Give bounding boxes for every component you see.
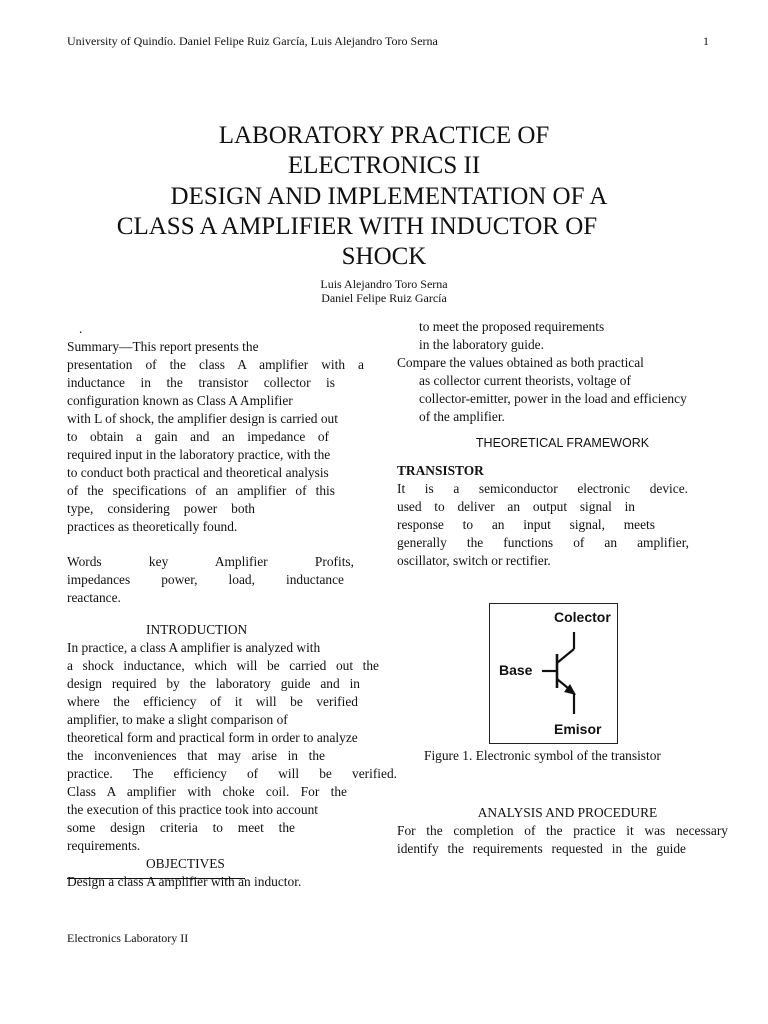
author-2: Daniel Felipe Ruiz García <box>321 291 447 305</box>
footnote-rule <box>67 878 245 879</box>
intro-line: requirements. <box>67 838 141 853</box>
npn-transistor-symbol-icon <box>490 604 617 743</box>
intro-line: where the efficiency of it will be verified <box>67 694 358 709</box>
objective-cont-line: in the laboratory guide. <box>419 337 544 352</box>
intro-line: some design criteria to meet the <box>67 820 295 835</box>
base-label: Base <box>499 662 533 678</box>
intro-line: practice. The efficiency of will be verified. <box>67 766 397 781</box>
right-column <box>397 318 728 570</box>
analysis-section <box>397 804 728 858</box>
introduction-paragraph <box>67 639 397 855</box>
keywords-line: Words key Amplifier Profits, <box>67 554 354 569</box>
objective-item-2: Compare the values obtained as both practical <box>397 355 644 370</box>
objective-cont-line: to meet the proposed requirements <box>419 319 605 334</box>
objective-item-2-line: of the amplifier. <box>419 409 505 424</box>
author-1: Luis Alejandro Toro Serna <box>320 277 448 291</box>
introduction-heading: INTRODUCTION <box>146 622 248 637</box>
theoretical-framework-heading: THEORETICAL FRAMEWORK <box>475 436 650 450</box>
summary-line: of the specifications of an amplifier of this <box>67 483 335 498</box>
objective-item-2-line: collector-emitter, power in the load and efficiency <box>419 391 687 406</box>
summary-line: presentation of the class A amplifier with a <box>67 357 364 372</box>
running-header: University of Quindío. Daniel Felipe Ruiz García, Luis Alejandro Toro Serna <box>67 34 438 48</box>
summary-paragraph <box>67 338 367 536</box>
keywords-line: reactance. <box>67 590 121 605</box>
intro-line: theoretical form and practical form in order to analyze <box>67 730 358 745</box>
transistor-line: It is a semiconductor electronic device. <box>397 481 688 496</box>
summary-line: to obtain a gain and an impedance of <box>67 429 329 444</box>
keywords-line: impedances power, load, inductance <box>67 572 344 587</box>
stray-dot: . <box>79 321 83 336</box>
keywords-paragraph <box>67 553 367 607</box>
summary-line: required input in the laboratory practice, with the <box>67 447 331 462</box>
transistor-line: used to deliver an output signal in <box>397 499 635 514</box>
analysis-heading: ANALYSIS AND PROCEDURE <box>477 805 658 820</box>
summary-line: with L of shock, the amplifier design is carried out <box>67 411 338 426</box>
objectives-heading: OBJECTIVES <box>146 856 225 871</box>
transistor-line: response to an input signal, meets <box>397 517 655 532</box>
figure-caption: Figure 1. Electronic symbol of the transistor <box>424 748 661 763</box>
page-footer: Electronics Laboratory II <box>67 931 189 945</box>
summary-line: practices as theoretically found. <box>67 519 238 534</box>
summary-line: Summary—This report presents the <box>67 339 259 354</box>
title-line-5: SHOCK <box>341 243 427 270</box>
collector-label: Colector <box>554 609 611 625</box>
objective-item-1: Design a class A amplifier with an inductor. <box>67 874 302 889</box>
title-line-1: LABORATORY PRACTICE OF <box>218 122 550 149</box>
transistor-line: oscillator, switch or rectifier. <box>397 553 551 568</box>
intro-line: amplifier, to make a slight comparison of <box>67 712 288 727</box>
summary-line: inductance in the transistor collector is <box>67 375 335 390</box>
intro-line: design required by the laboratory guide and in <box>67 676 360 691</box>
summary-line: to conduct both practical and theoretical analysis <box>67 465 329 480</box>
title-line-2: ELECTRONICS II <box>287 152 481 179</box>
summary-line: configuration known as Class A Amplifier <box>67 393 293 408</box>
intro-line: Class A amplifier with choke coil. For the <box>67 784 347 799</box>
intro-line: a shock inductance, which will be carried out the <box>67 658 379 673</box>
intro-line: In practice, a class A amplifier is analyzed with <box>67 640 321 655</box>
transistor-line: generally the functions of an amplifier, <box>397 535 689 550</box>
title-line-3: DESIGN AND IMPLEMENTATION OF A <box>170 183 608 210</box>
transistor-paragraph <box>397 480 728 570</box>
emitter-label: Emisor <box>554 721 602 737</box>
summary-line: type, considering power both <box>67 501 255 516</box>
intro-line: the execution of this practice took into account <box>67 802 318 817</box>
analysis-line: For the completion of the practice it was necessary <box>397 823 728 838</box>
page-number: 1 <box>703 34 709 48</box>
transistor-figure <box>489 603 618 744</box>
transistor-heading: TRANSISTOR <box>397 463 484 478</box>
analysis-line: identify the requirements requested in the guide <box>397 841 686 856</box>
objective-item-2-line: as collector current theorists, voltage of <box>419 373 631 388</box>
intro-line: the inconveniences that may arise in the <box>67 748 325 763</box>
title-line-4: CLASS A AMPLIFIER WITH INDUCTOR OF <box>116 213 598 240</box>
left-column <box>67 320 397 891</box>
